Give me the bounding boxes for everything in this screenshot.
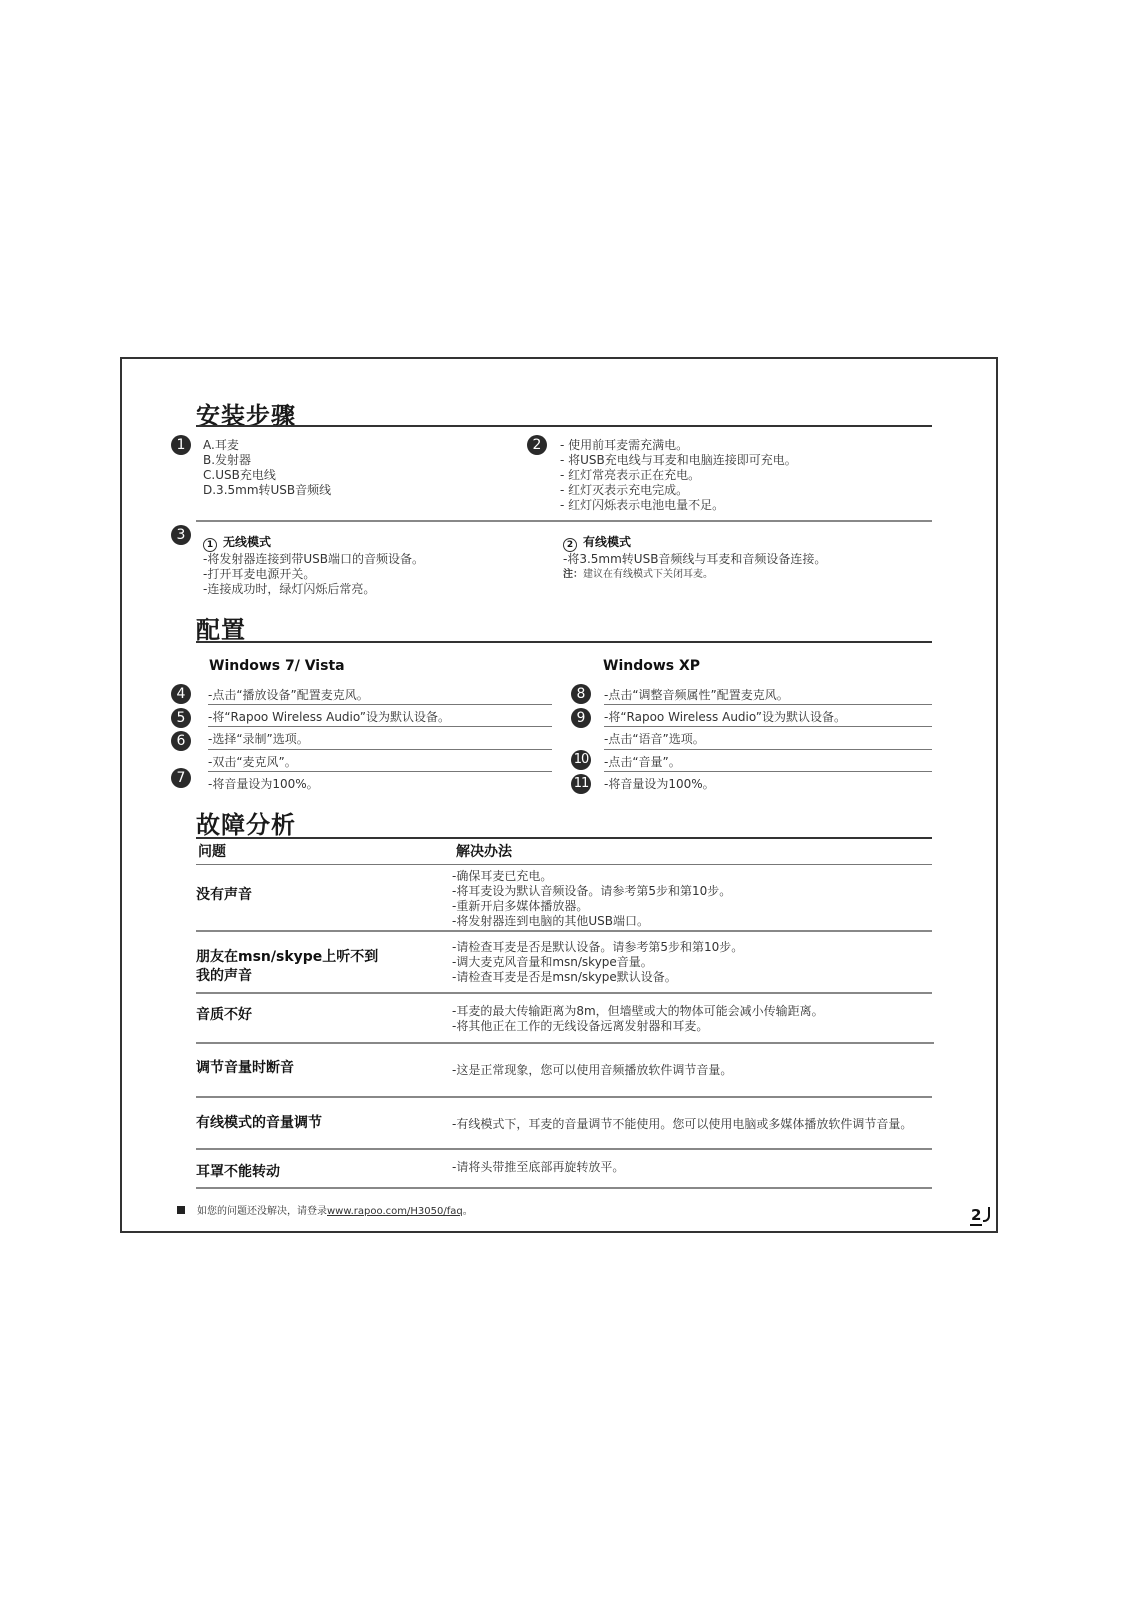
page-corner-mark — [983, 1207, 990, 1222]
step1-parts-list — [203, 438, 331, 498]
solution-line: -确保耳麦已充电。 — [452, 869, 553, 883]
list-item: B.发射器 — [203, 453, 252, 467]
solution-line: -将耳麦设为默认音频设备。请参考第5步和第10步。 — [452, 884, 732, 898]
divider — [196, 520, 932, 522]
problem-cell: 没有声音 — [196, 887, 252, 903]
list-item: -将发射器连接到带USB端口的音频设备。 — [203, 552, 424, 566]
step-number-2: 2 — [527, 435, 547, 455]
solution-line: -这是正常现象，您可以使用音频播放软件调节音量。 — [452, 1063, 733, 1077]
wireless-mode-title — [203, 535, 424, 552]
divider — [208, 749, 552, 750]
divider — [604, 726, 932, 727]
divider — [196, 930, 932, 932]
solution-line: -有线模式下，耳麦的音量调节不能使用。您可以使用电脑或多媒体播放软件调节音量。 — [452, 1117, 913, 1131]
step-number-5: 5 — [171, 708, 191, 728]
list-item: D.3.5mm转USB音频线 — [203, 483, 332, 497]
footer-end: 。 — [462, 1206, 473, 1217]
solution-cell — [452, 1004, 824, 1034]
divider — [604, 771, 932, 772]
list-item: C.USB充电线 — [203, 468, 276, 482]
step-number-6: 6 — [171, 731, 191, 751]
faq-link[interactable]: www.rapoo.com/H3050/faq — [327, 1206, 463, 1217]
wired-mode-title — [563, 535, 826, 552]
config-step: -选择“录制”选项。 — [208, 732, 309, 746]
winxp-heading: Windows XP — [603, 658, 701, 674]
step-number-1: 1 — [171, 435, 191, 455]
circled-number: 1 — [203, 538, 217, 552]
note-label: 注： — [563, 569, 583, 580]
config-step: -双击“麦克风”。 — [208, 755, 297, 769]
divider — [196, 1148, 932, 1150]
list-item: -连接成功时，绿灯闪烁后常亮。 — [203, 582, 376, 596]
divider — [196, 864, 932, 865]
step-number-10: 10 — [571, 750, 591, 770]
step-number-9: 9 — [571, 708, 591, 728]
list-item: - 红灯常亮表示正在充电。 — [560, 468, 701, 482]
step-number-7: 7 — [171, 768, 191, 788]
solution-cell — [452, 940, 743, 985]
page-number-text: 2 — [971, 1206, 982, 1224]
config-step: -点击“播放设备”配置麦克风。 — [208, 688, 369, 702]
divider — [196, 1042, 934, 1044]
solution-line: -请将头带推至底部再旋转放平。 — [452, 1160, 625, 1174]
section-title-troubleshoot: 故障分析 — [196, 811, 296, 839]
list-item: -打开耳麦电源开关。 — [203, 567, 316, 581]
list-item: -将3.5mm转USB音频线与耳麦和音频设备连接。 — [563, 552, 827, 566]
divider — [196, 1187, 932, 1189]
solution-cell — [452, 869, 731, 929]
footer-text: 如您的问题还没解决，请登录 — [197, 1206, 327, 1217]
divider — [604, 749, 932, 750]
solution-line: -耳麦的最大传输距离为8m，但墙壁或大的物体可能会减小传输距离。 — [452, 1004, 824, 1018]
section-title-install: 安装步骤 — [196, 402, 296, 430]
problem-cell: 有线模式的音量调节 — [196, 1115, 322, 1131]
page-number — [970, 1206, 990, 1224]
step2-charging-list — [560, 438, 797, 513]
list-item: A.耳麦 — [203, 438, 239, 452]
step-number-3: 3 — [171, 525, 191, 545]
problem-line: 我的声音 — [196, 968, 252, 984]
divider — [604, 704, 932, 705]
wired-note — [563, 567, 826, 582]
win7-heading: Windows 7/ Vista — [209, 658, 345, 674]
section-rule — [196, 837, 932, 839]
note-text: 建议在有线模式下关闭耳麦。 — [583, 569, 713, 580]
section-rule — [196, 641, 932, 643]
config-step: -点击“音量”。 — [604, 755, 681, 769]
column-header-problem: 问题 — [198, 844, 226, 860]
column-header-solution: 解决办法 — [456, 844, 512, 860]
problem-cell: 调节音量时断音 — [196, 1060, 294, 1076]
wireless-mode-block — [203, 535, 424, 597]
step-number-8: 8 — [571, 684, 591, 704]
problem-cell: 音质不好 — [196, 1007, 252, 1023]
section-title-config: 配置 — [196, 616, 246, 644]
problem-cell — [196, 948, 378, 986]
list-item: - 红灯灭表示充电完成。 — [560, 483, 689, 497]
circled-number: 2 — [563, 538, 577, 552]
solution-line: -调大麦克风音量和msn/skype音量。 — [452, 955, 653, 969]
problem-line: 朋友在msn/skype上听不到 — [196, 949, 379, 965]
config-step: -将“Rapoo Wireless Audio”设为默认设备。 — [604, 710, 847, 724]
config-step: -点击“调整音频属性”配置麦克风。 — [604, 688, 789, 702]
divider — [208, 771, 552, 772]
config-step: -点击“语音”选项。 — [604, 732, 705, 746]
solution-line: -重新开启多媒体播放器。 — [452, 899, 589, 913]
config-step: -将音量设为100%。 — [208, 777, 319, 791]
wired-mode-label: 有线模式 — [583, 535, 632, 549]
divider — [196, 1096, 932, 1098]
section-rule — [196, 425, 932, 427]
config-step: -将音量设为100%。 — [604, 777, 715, 791]
solution-line: -请检查耳麦是否是msn/skype默认设备。 — [452, 970, 677, 984]
problem-cell: 耳罩不能转动 — [196, 1164, 280, 1180]
divider — [208, 704, 552, 705]
divider — [196, 992, 932, 994]
step-number-4: 4 — [171, 684, 191, 704]
square-bullet-icon — [177, 1206, 185, 1214]
solution-line: -将其他正在工作的无线设备远离发射器和耳麦。 — [452, 1019, 709, 1033]
solution-line: -请检查耳麦是否是默认设备。请参考第5步和第10步。 — [452, 940, 744, 954]
list-item: - 使用前耳麦需充满电。 — [560, 438, 689, 452]
step-number-11: 11 — [571, 774, 591, 794]
footer-note — [177, 1202, 473, 1217]
divider — [208, 726, 552, 727]
solution-line: -将发射器连到电脑的其他USB端口。 — [452, 914, 649, 928]
list-item: - 红灯闪烁表示电池电量不足。 — [560, 498, 725, 512]
wireless-mode-label: 无线模式 — [223, 535, 272, 549]
wired-mode-block — [563, 535, 826, 582]
list-item: - 将USB充电线与耳麦和电脑连接即可充电。 — [560, 453, 797, 467]
config-step: -将“Rapoo Wireless Audio”设为默认设备。 — [208, 710, 451, 724]
